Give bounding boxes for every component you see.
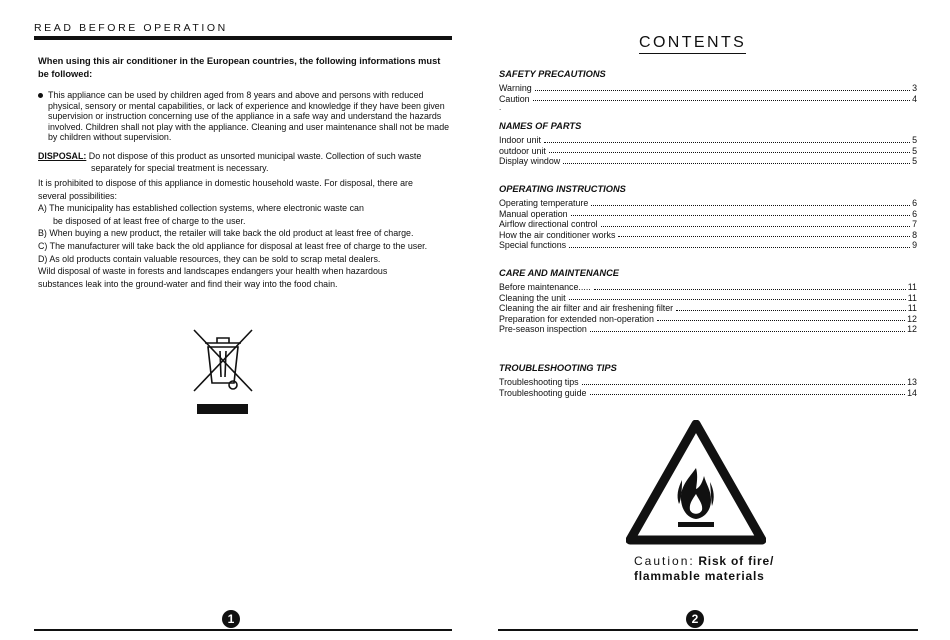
leader-dots [582, 384, 906, 385]
toc-item-page: 11 [907, 303, 917, 313]
toc-item-label: Cleaning the unit [499, 292, 566, 303]
leader-dots [535, 90, 910, 91]
leader-dots [601, 226, 910, 227]
body-line: several possibilities: [38, 190, 117, 201]
leader-dots [590, 331, 905, 332]
toc-item [499, 156, 917, 167]
flammable-warning-icon [626, 420, 766, 546]
toc-item-page: 11 [907, 282, 917, 292]
caution-text-1: Risk of fire/ [698, 554, 775, 568]
leader-dots [563, 163, 910, 164]
toc-item-label: Indoor unit [499, 135, 541, 145]
leader-dots [549, 152, 910, 153]
toc-item [499, 83, 917, 94]
weee-bar [197, 404, 248, 414]
toc-heading: CARE AND MAINTENANCE [499, 268, 619, 278]
toc-item [499, 219, 917, 230]
toc-item-label: How the air conditioner works [499, 229, 616, 240]
leader-dots [569, 299, 906, 300]
page-number: 1 [222, 610, 240, 628]
disposal-notice [38, 150, 453, 174]
toc-item [499, 135, 917, 146]
footer-rule [34, 629, 452, 631]
body-line: substances leak into the ground-water and find their way into the food chain. [38, 278, 338, 289]
toc-section-care [499, 267, 917, 335]
toc-item-page: 9 [912, 240, 917, 250]
leader-dots [569, 247, 910, 248]
toc-item-label: Display window [499, 156, 561, 166]
toc-item [499, 198, 917, 209]
body-line: Wild disposal of waste in forests and landscapes endangers your health when hazardous [38, 266, 388, 277]
toc-item-label: Manual operation [499, 208, 568, 219]
toc-item [499, 146, 917, 157]
toc-item [499, 388, 917, 399]
toc-item-label: Warning [499, 83, 532, 93]
body-line: B) When buying a new product, the retailer will take back the old product at least free of charge. [38, 228, 414, 239]
toc-item-label: Caution [499, 93, 530, 104]
crossed-bin-icon [190, 325, 256, 395]
toc-item-label: Before maintenance..... [499, 282, 591, 292]
toc-item-page: 5 [912, 156, 917, 166]
toc-item [499, 240, 917, 251]
toc-item-page: 6 [912, 208, 917, 219]
toc-item-label: Troubleshooting guide [499, 387, 587, 398]
page-number: 2 [686, 610, 704, 628]
leader-dots [533, 100, 910, 101]
toc-item [499, 293, 917, 304]
bullet-dot [38, 93, 43, 98]
page-header: READ BEFORE OPERATION [34, 22, 228, 34]
intro-text: When using this air conditioner in the European countries, the following informations must be followed: [38, 56, 441, 79]
toc-item-page: 5 [912, 145, 917, 156]
toc-item-page: 6 [912, 198, 917, 208]
leader-dots [544, 142, 910, 143]
body-line: It is prohibited to dispose of this appliance in domestic household waste. For disposal, there are [38, 178, 413, 188]
disposal-label: DISPOSAL: [38, 151, 87, 161]
footer-rule [498, 629, 918, 631]
stray-mark: . [499, 103, 502, 112]
toc-item-label: Cleaning the air filter and air freshening filter [499, 303, 674, 313]
leader-dots [594, 289, 906, 290]
toc-item [499, 314, 917, 325]
toc-item-label: Special functions [499, 240, 567, 250]
toc-heading: NAMES OF PARTS [499, 121, 582, 131]
leader-dots [571, 215, 910, 216]
body-line: C) The manufacturer will take back the old appliance for disposal at least free of charge to the user. [38, 240, 428, 251]
caution-label: Caution: [634, 554, 695, 568]
header-rule [34, 36, 452, 40]
left-page [0, 0, 470, 640]
toc-item-page: 12 [907, 324, 917, 334]
disposal-text-1: Do not dispose of this product as unsorted municipal waste. Collection of such waste [86, 151, 422, 161]
toc-item-page: 12 [907, 313, 917, 324]
toc-item-label: Operating temperature [499, 198, 589, 208]
caution-note [634, 554, 774, 584]
toc-item-page: 8 [912, 229, 917, 240]
toc-item-page: 7 [912, 219, 917, 229]
disposal-options [38, 177, 458, 290]
toc-item-page: 14 [907, 387, 917, 398]
toc-item-page: 3 [912, 83, 917, 93]
toc-item [499, 230, 917, 241]
leader-dots [657, 320, 905, 321]
toc-item-page: 11 [907, 292, 917, 303]
toc-item [499, 209, 917, 220]
toc-item [499, 377, 917, 388]
toc-item-label: outdoor unit [499, 145, 546, 156]
body-line: D) As old products contain valuable resources, they can be sold to scrap metal dealers. [38, 253, 381, 264]
body-line: be disposed of at least free of charge to the user. [53, 215, 246, 226]
children-notice-text: This appliance can be used by children aged from 8 years and above and persons with reduced physical, sensory or mental capabilities, or lack of experience and knowledge if they have been given supervision or instruction concerning use of the appliance in a safe way and understand the hazards involved. Children shall not play with the appliance. Cleaning and user maintenance shall not be made by children without supervision. [48, 90, 450, 143]
toc-section-troubleshooting [499, 362, 917, 398]
toc-section-operating [499, 183, 917, 251]
leader-dots [676, 310, 906, 311]
body-line: A) The municipality has established collection systems, where electronic waste can [38, 203, 364, 214]
right-page [480, 0, 950, 640]
disposal-text-2: separately for special treatment is necessary. [91, 163, 269, 173]
toc-item-label: Airflow directional control [499, 219, 598, 229]
leader-dots [590, 394, 906, 395]
toc-heading: TROUBLESHOOTING TIPS [499, 363, 617, 373]
toc-item-label: Troubleshooting tips [499, 377, 579, 387]
toc-item-page: 5 [912, 135, 917, 145]
toc-item-page: 13 [907, 377, 917, 387]
leader-dots [591, 205, 910, 206]
toc-heading: OPERATING INSTRUCTIONS [499, 184, 626, 194]
toc-item [499, 324, 917, 335]
toc-section-parts [499, 120, 917, 167]
toc-item [499, 94, 917, 105]
contents-title: CONTENTS [639, 34, 746, 54]
leader-dots [618, 236, 910, 237]
toc-item [499, 303, 917, 314]
caution-text-2: flammable materials [634, 569, 765, 583]
toc-section-safety [499, 68, 917, 112]
toc-item-label: Preparation for extended non-operation [499, 313, 654, 324]
toc-heading: SAFETY PRECAUTIONS [499, 69, 606, 79]
toc-item-page: 4 [912, 93, 917, 104]
toc-item [499, 282, 917, 293]
toc-item-label: Pre-season inspection [499, 324, 587, 334]
